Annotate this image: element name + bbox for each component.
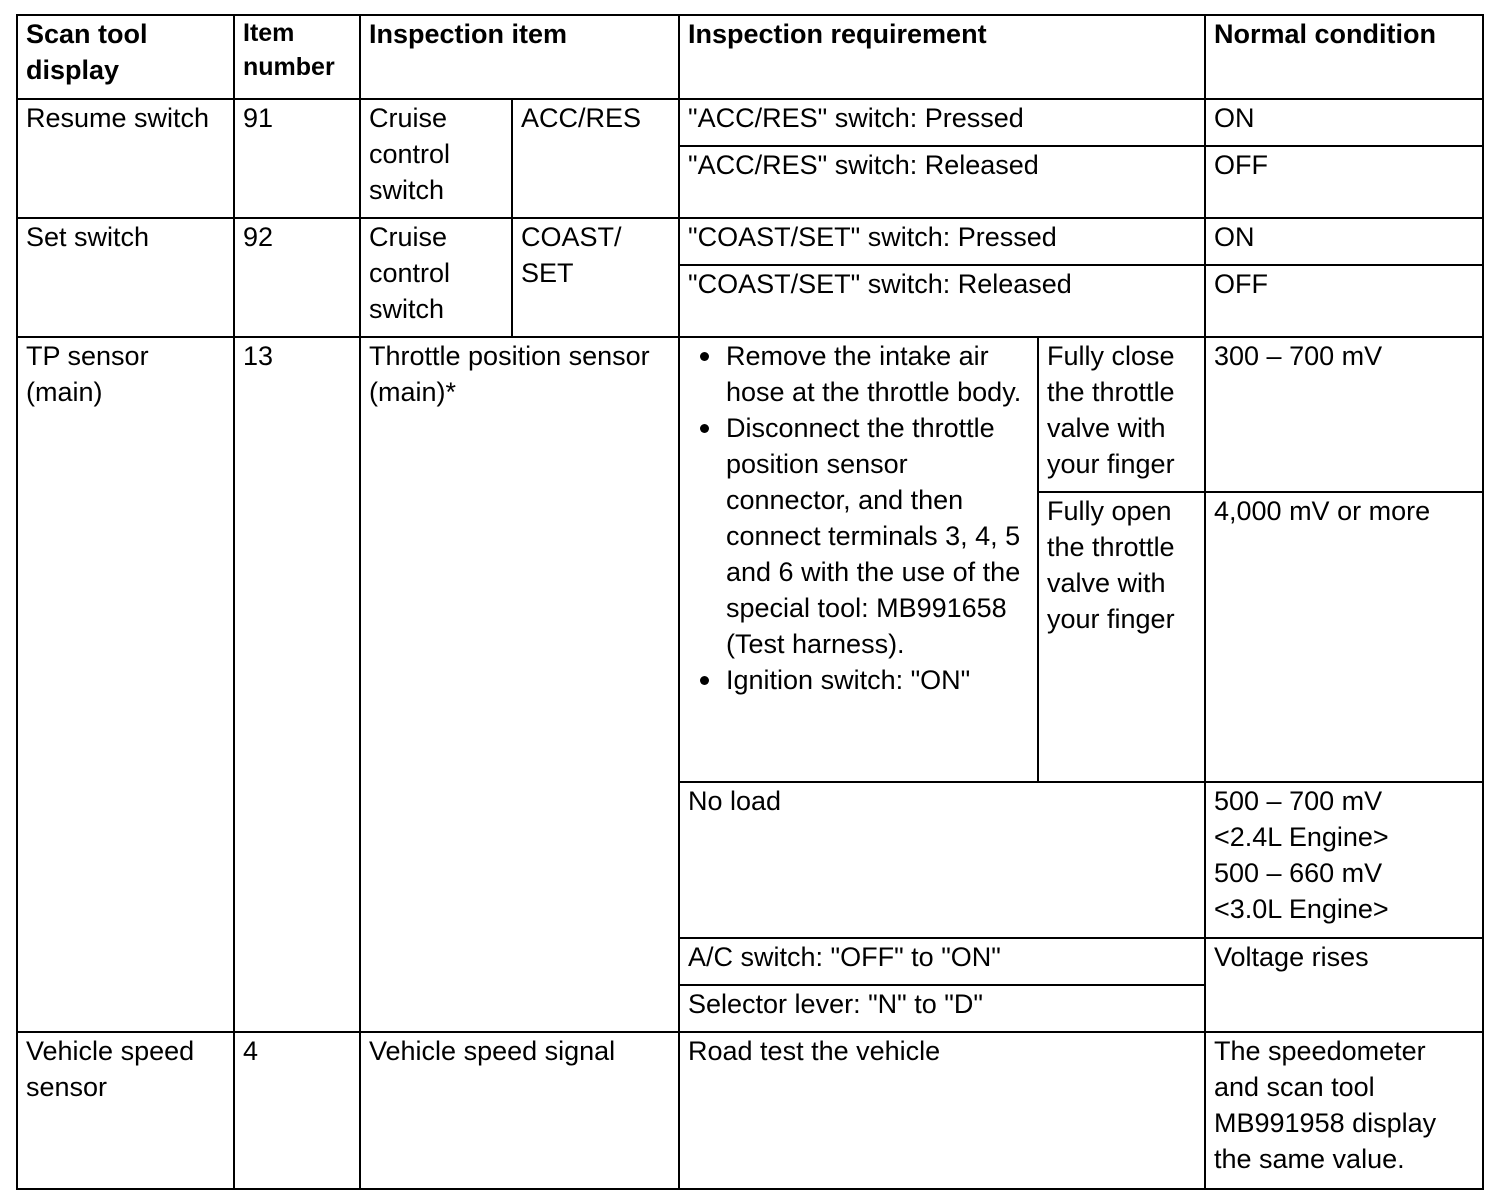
tp-voltage-rises: Voltage rises (1205, 938, 1483, 1032)
vss-display: Vehicle speed sensor (17, 1032, 234, 1189)
tp-row-close (17, 337, 1483, 492)
resume-sub-item: ACC/RES (512, 99, 679, 218)
header-inspection-item: Inspection item (360, 15, 679, 99)
resume-req-pressed: "ACC/RES" switch: Pressed (679, 99, 1205, 146)
tp-selector: Selector lever: "N" to "D" (679, 985, 1205, 1032)
set-req-pressed: "COAST/SET" switch: Pressed (679, 218, 1205, 265)
tp-fully-open: Fully open the throttle valve with your finger (1038, 492, 1205, 782)
header-inspection-requirement: Inspection requirement (679, 15, 1205, 99)
set-row-pressed (17, 218, 1483, 265)
set-item: Cruise control switch (360, 218, 512, 337)
vss-item: Vehicle speed signal (360, 1032, 679, 1189)
tp-fully-open-cond: 4,000 mV or more (1205, 492, 1483, 782)
tp-procedure (679, 337, 1038, 782)
tp-display: TP sensor (main) (17, 337, 234, 1032)
tp-no-load-cond: 500 – 700 mV <2.4L Engine> 500 – 660 mV <3.0L Engine> (1205, 782, 1483, 938)
vss-row (17, 1032, 1483, 1189)
resume-req-released: "ACC/RES" switch: Released (679, 146, 1205, 218)
tp-bullet-1: Remove the intake air hose at the throttle body. (688, 338, 1031, 410)
vss-requirement: Road test the vehicle (679, 1032, 1205, 1189)
tp-ac-switch: A/C switch: "OFF" to "ON" (679, 938, 1205, 985)
header-normal-condition: Normal condition (1205, 15, 1483, 99)
tp-number: 13 (234, 337, 360, 1032)
set-req-released: "COAST/SET" switch: Released (679, 265, 1205, 337)
resume-row-pressed (17, 99, 1483, 146)
tp-fully-close: Fully close the throttle valve with your finger (1038, 337, 1205, 492)
tp-no-load: No load (679, 782, 1205, 938)
tp-item: Throttle position sensor (main)* (360, 337, 679, 1032)
set-number: 92 (234, 218, 360, 337)
resume-cond-released: OFF (1205, 146, 1483, 218)
header-item-number: Item number (234, 15, 360, 99)
vss-condition: The speedometer and scan tool MB991958 display the same value. (1205, 1032, 1483, 1189)
tp-procedure-list (688, 338, 1031, 698)
resume-display: Resume switch (17, 99, 234, 218)
resume-item: Cruise control switch (360, 99, 512, 218)
set-cond-pressed: ON (1205, 218, 1483, 265)
set-sub-item: COAST/ SET (512, 218, 679, 337)
vss-number: 4 (234, 1032, 360, 1189)
header-scan-tool-display: Scan tool display (17, 15, 234, 99)
set-cond-released: OFF (1205, 265, 1483, 337)
resume-cond-pressed: ON (1205, 99, 1483, 146)
resume-number: 91 (234, 99, 360, 218)
header-row (17, 15, 1483, 99)
inspection-table (16, 14, 1484, 1190)
tp-fully-close-cond: 300 – 700 mV (1205, 337, 1483, 492)
tp-bullet-3: Ignition switch: "ON" (688, 662, 1031, 698)
tp-bullet-2: Disconnect the throttle position sensor connector, and then connect terminals 3, 4, 5 and 6 with the use of the special tool: MB991658 (Test harness). (688, 410, 1031, 662)
set-display: Set switch (17, 218, 234, 337)
